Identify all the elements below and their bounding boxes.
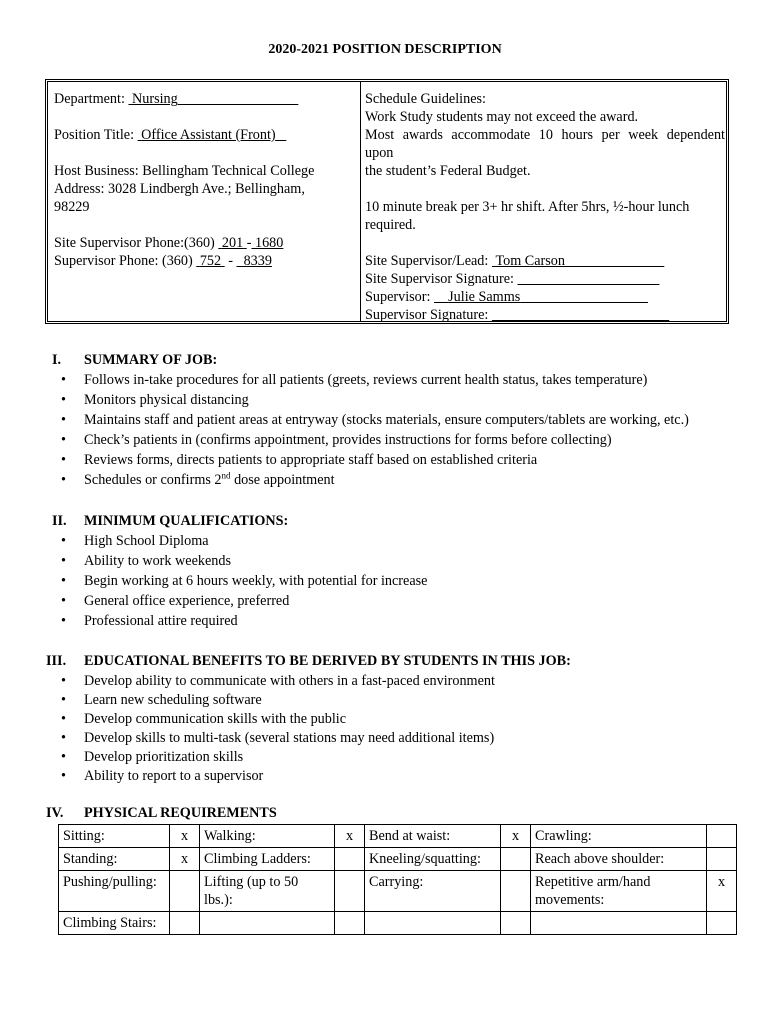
supervisor-signature: Supervisor Signature: (365, 306, 725, 324)
bullet-icon: • (61, 472, 66, 488)
section-title: MINIMUM QUALIFICATIONS: (84, 513, 289, 529)
section-title: SUMMARY OF JOB: (84, 352, 218, 368)
requirement-mark[interactable]: x (335, 825, 365, 848)
bullet-icon: • (61, 452, 66, 468)
section-number: IV. (46, 805, 64, 821)
position-title-value: Office Assistant (Front) (141, 127, 276, 143)
bullet-icon: • (61, 372, 66, 388)
requirement-label (365, 912, 501, 935)
bullet-icon: • (61, 533, 66, 549)
bullet-icon: • (61, 432, 66, 448)
list-item: • High School Diploma (61, 533, 209, 549)
schedule-line-1: Work Study students may not exceed the award. (365, 109, 639, 125)
list-item: • General office experience, preferred (61, 593, 290, 609)
table-row (59, 848, 737, 871)
requirement-mark[interactable] (707, 912, 737, 935)
requirement-label: Crawling: (531, 825, 707, 848)
requirement-label: Climbing Stairs: (59, 912, 170, 935)
list-item: • Develop skills to multi-task (several stations may need additional items) (61, 730, 495, 746)
list-item: • Check’s patients in (confirms appointment, provides instructions for forms before collecting) (61, 432, 612, 448)
list-item: • Develop prioritization skills (61, 749, 244, 765)
requirement-mark[interactable]: x (707, 871, 737, 912)
address-line-1: Address: 3028 Lindbergh Ave.; Bellingham, (54, 181, 305, 197)
table-row (59, 825, 737, 848)
requirement-label (200, 912, 335, 935)
bullet-icon: • (61, 749, 66, 765)
list-item: • Professional attire required (61, 613, 238, 629)
requirement-mark[interactable] (501, 848, 531, 871)
bullet-icon: • (61, 711, 66, 727)
bullet-icon: • (61, 412, 66, 428)
list-item: • Ability to report to a supervisor (61, 768, 264, 784)
bullet-icon: • (61, 392, 66, 408)
list-item: • Monitors physical distancing (61, 392, 249, 408)
schedule-line-3: upon (365, 145, 394, 161)
supervisor-name: Supervisor: Julie Samms (365, 288, 725, 306)
header-divider (360, 82, 361, 321)
break-line-1: 10 minute break per 3+ hr shift. After 5hrs, ½-hour lunch (365, 199, 690, 215)
list-item: • Ability to work weekends (61, 553, 231, 569)
requirement-mark[interactable] (707, 848, 737, 871)
list-item: • Maintains staff and patient areas at entryway (stocks materials, ensure computers/tablets are working, etc.) (61, 412, 689, 428)
document-title: 2020-2021 POSITION DESCRIPTION (268, 42, 502, 57)
requirement-mark[interactable] (501, 871, 531, 912)
site-signature-blank[interactable] (518, 271, 660, 287)
position-header-box (45, 79, 729, 324)
site-supervisor-phone: Site Supervisor Phone:(360) 201 - 1680 (54, 235, 284, 251)
list-item: • Follows in-take procedures for all patients (greets, reviews current health status, takes temperature) (61, 372, 648, 388)
requirement-mark[interactable]: x (501, 825, 531, 848)
requirement-label: Kneeling/squatting: (365, 848, 501, 871)
department-line (54, 90, 354, 108)
section-number: II. (52, 513, 67, 529)
requirement-label: Sitting: (59, 825, 170, 848)
requirement-mark[interactable] (707, 825, 737, 848)
supervisor-signature-blank[interactable] (492, 307, 669, 323)
address-line-2: 98229 (54, 199, 90, 215)
position-info-column (54, 90, 354, 270)
department-label: Department: (54, 91, 129, 107)
requirement-mark[interactable] (335, 912, 365, 935)
table-row (59, 871, 737, 912)
section-summary-of-job (0, 351, 770, 491)
list-item: • Develop communication skills with the public (61, 711, 347, 727)
break-line-2: required. (365, 217, 416, 233)
list-item: • Develop ability to communicate with others in a fast-paced environment (61, 673, 495, 689)
requirement-label: Walking: (200, 825, 335, 848)
requirement-label: Carrying: (365, 871, 501, 912)
position-title-line (54, 126, 354, 144)
requirement-label: Pushing/pulling: (59, 871, 170, 912)
schedule-column (365, 90, 725, 324)
requirement-mark[interactable] (335, 848, 365, 871)
section-number: I. (52, 352, 62, 368)
bullet-icon: • (61, 573, 66, 589)
schedule-line-4: the student’s Federal Budget. (365, 163, 531, 179)
supervisor-phone: Supervisor Phone: (360) 752 - 8339 (54, 253, 272, 269)
requirement-mark[interactable]: x (170, 848, 200, 871)
list-item: • Reviews forms, directs patients to appropriate staff based on established criteria (61, 452, 538, 468)
lead-value: Tom Carson (495, 253, 565, 269)
list-item: • Learn new scheduling software (61, 692, 262, 708)
section-title: PHYSICAL REQUIREMENTS (84, 805, 277, 821)
department-value: Nursing (132, 91, 178, 107)
requirement-mark[interactable]: x (170, 825, 200, 848)
supervisor-value: Julie Samms (448, 289, 521, 305)
host-business: Host Business: Bellingham Technical College (54, 163, 315, 179)
bullet-icon: • (61, 730, 66, 746)
position-title-label: Position Title: (54, 127, 138, 143)
list-item: • Schedules or confirms 2nd dose appointment (61, 470, 335, 488)
bullet-icon: • (61, 593, 66, 609)
physical-requirements-table (58, 824, 737, 935)
requirement-label: Bend at waist: (365, 825, 501, 848)
requirement-label: Reach above shoulder: (531, 848, 707, 871)
schedule-guidelines-heading: Schedule Guidelines: (365, 91, 486, 107)
section-minimum-qualifications (0, 512, 770, 632)
bullet-icon: • (61, 553, 66, 569)
requirement-mark[interactable] (501, 912, 531, 935)
section-physical-requirements (0, 804, 770, 824)
requirement-mark[interactable] (170, 871, 200, 912)
bullet-icon: • (61, 673, 66, 689)
requirement-mark[interactable] (170, 912, 200, 935)
schedule-line-2: Most awards accommodate 10 hours per week dependent (365, 127, 725, 143)
table-row (59, 912, 737, 935)
requirement-label: Lifting (up to 50 lbs.): (200, 871, 335, 912)
section-title: EDUCATIONAL BENEFITS TO BE DERIVED BY STUDENTS IN THIS JOB: (84, 653, 571, 669)
requirement-label (531, 912, 707, 935)
requirement-label: Standing: (59, 848, 170, 871)
section-educational-benefits (0, 652, 770, 786)
list-item: • Begin working at 6 hours weekly, with potential for increase (61, 573, 428, 589)
section-number: III. (46, 653, 67, 669)
site-supervisor-signature: Site Supervisor Signature: (365, 270, 725, 288)
site-supervisor-lead: Site Supervisor/Lead: Tom Carson (365, 252, 725, 270)
requirement-label: Repetitive arm/hand movements: (531, 871, 707, 912)
bullet-icon: • (61, 613, 66, 629)
requirement-label: Climbing Ladders: (200, 848, 335, 871)
requirement-mark[interactable] (335, 871, 365, 912)
bullet-icon: • (61, 692, 66, 708)
bullet-icon: • (61, 768, 66, 784)
